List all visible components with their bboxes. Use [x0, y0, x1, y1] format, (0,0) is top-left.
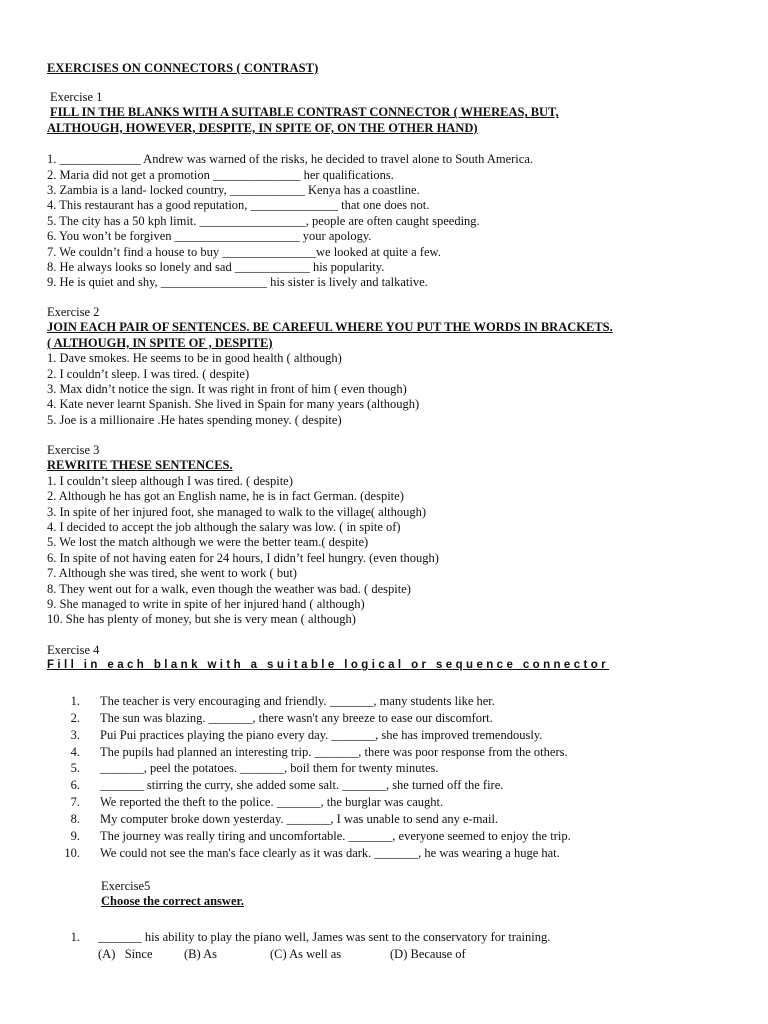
question-text: _______ his ability to play the piano well, James was sent to the conservatory for training.	[98, 930, 551, 944]
item-number: 3.	[70, 727, 80, 742]
exercise-label: Exercise 3	[47, 443, 100, 457]
list-item: 5. The city has a 50 kph limit. _________________, people are often caught speeding.	[47, 213, 480, 228]
item-text: We reported the theft to the police. _______, the burglar was caught.	[100, 795, 444, 810]
item-text: The journey was really tiring and uncomfortable. _______, everyone seemed to enjoy the trip.	[100, 829, 571, 844]
list-item: 4. This restaurant has a good reputation, ______________ that one does not.	[47, 198, 430, 213]
list-item	[47, 710, 747, 727]
exercise-label: Exercise 2	[47, 305, 100, 319]
list-item: 3. Zambia is a land- locked country, ____________ Kenya has a coastline.	[47, 183, 420, 198]
option-c: (C) As well as	[270, 947, 342, 961]
list-item: 4. Kate never learnt Spanish. She lived in Spain for many years (although)	[47, 397, 420, 412]
exercise-2-items	[47, 351, 747, 428]
exercise-4	[47, 643, 747, 862]
question-number: 1.	[70, 930, 80, 944]
option-a: (A) Since	[98, 947, 153, 961]
list-item: 2. I couldn’t sleep. I was tired. ( despite)	[47, 366, 250, 381]
exercise-label: Exercise 1	[50, 90, 103, 104]
item-number: 7.	[70, 795, 80, 810]
item-text: The teacher is very encouraging and friendly. _______, many students like her.	[100, 693, 495, 708]
item-number: 2.	[70, 710, 80, 725]
exercise-heading: Fill in each blank with a suitable logical or sequence connector	[47, 659, 610, 672]
list-item	[47, 794, 747, 811]
question-1	[47, 930, 550, 945]
exercise-1	[47, 90, 747, 291]
list-item: 5. Joe is a millionaire .He hates spending money. ( despite)	[47, 412, 342, 427]
item-number: 5.	[70, 761, 80, 776]
exercise-heading: JOIN EACH PAIR OF SENTENCES. BE CAREFUL WHERE YOU PUT THE WORDS IN BRACKETS.	[47, 320, 613, 335]
exercise-2	[47, 305, 747, 428]
list-item: 9. He is quiet and shy, _________________ his sister is lively and talkative.	[47, 275, 428, 290]
option-b: (B) As	[184, 947, 217, 961]
item-text: _______ stirring the curry, she added some salt. _______, she turned off the fire.	[100, 778, 504, 793]
item-text: The sun was blazing. _______, there wasn't any breeze to ease our discomfort.	[100, 710, 493, 725]
list-item: 7. Although she was tired, she went to work ( but)	[47, 566, 297, 581]
item-text: The pupils had planned an interesting trip. _______, there was poor response from the others.	[100, 744, 568, 759]
list-item: 7. We couldn’t find a house to buy _______________we looked at quite a few.	[47, 244, 441, 259]
list-item: 10. She has plenty of money, but she is very mean ( although)	[47, 612, 356, 627]
page-title: EXERCISES ON CONNECTORS ( CONTRAST)	[47, 61, 319, 75]
list-item: 2. Maria did not get a promotion ______________ her qualifications.	[47, 167, 394, 182]
list-item	[47, 744, 747, 761]
list-item: 6. You won’t be forgiven ____________________ your apology.	[47, 229, 372, 244]
exercise-heading-continued: ( ALTHOUGH, IN SPITE OF , DESPITE)	[47, 335, 273, 350]
list-item: 8. He always looks so lonely and sad ____________ his popularity.	[47, 260, 385, 275]
exercise-5	[101, 879, 244, 910]
list-item	[47, 727, 747, 744]
exercise-label: Exercise 4	[47, 643, 100, 657]
exercise-heading-continued: ALTHOUGH, HOWEVER, DESPITE, IN SPITE OF, ON THE OTHER HAND)	[47, 120, 478, 135]
list-item: 3. In spite of her injured foot, she managed to walk to the village( although)	[47, 504, 427, 519]
item-number: 1.	[70, 693, 80, 708]
item-number: 10.	[64, 845, 80, 860]
list-item	[47, 777, 747, 794]
item-number: 4.	[70, 744, 80, 759]
item-number: 9.	[70, 829, 80, 844]
list-item	[47, 693, 747, 710]
list-item	[47, 828, 747, 845]
item-number: 6.	[70, 778, 80, 793]
list-item	[47, 760, 747, 777]
list-item: 8. They went out for a walk, even though the weather was bad. ( despite)	[47, 581, 411, 596]
exercise-4-items	[47, 693, 747, 862]
list-item: 5. We lost the match although we were the better team.( despite)	[47, 535, 369, 550]
exercise-3	[47, 443, 747, 628]
list-item: 1. _____________ Andrew was warned of the risks, he decided to travel alone to South America.	[47, 152, 533, 167]
item-text: _______, peel the potatoes. _______, boil them for twenty minutes.	[100, 761, 439, 776]
list-item: 2. Although he has got an English name, he is in fact German. (despite)	[47, 489, 404, 504]
option-d: (D) Because of	[390, 947, 466, 961]
answer-options	[98, 947, 466, 962]
list-item	[47, 845, 747, 862]
exercise-3-items	[47, 474, 747, 628]
exercise-1-items	[47, 152, 747, 291]
item-text: Pui Pui practices playing the piano every day. _______, she has improved tremendously.	[100, 727, 543, 742]
exercise-heading: FILL IN THE BLANKS WITH A SUITABLE CONTRAST CONNECTOR ( WHEREAS, BUT,	[50, 105, 559, 120]
item-text: We could not see the man's face clearly as it was dark. _______, he was wearing a huge hat.	[100, 845, 560, 860]
exercise-heading: REWRITE THESE SENTENCES.	[47, 458, 233, 473]
list-item: 6. In spite of not having eaten for 24 hours, I didn’t feel hungry. (even though)	[47, 550, 439, 565]
list-item: 1. I couldn’t sleep although I was tired. ( despite)	[47, 473, 293, 488]
list-item: 4. I decided to accept the job although the salary was low. ( in spite of)	[47, 520, 401, 535]
list-item	[47, 811, 747, 828]
exercise-heading: Choose the correct answer.	[101, 894, 245, 909]
list-item: 1. Dave smokes. He seems to be in good health ( although)	[47, 351, 342, 366]
exercise-label: Exercise5	[101, 879, 151, 893]
item-number: 8.	[70, 812, 80, 827]
list-item: 3. Max didn’t notice the sign. It was right in front of him ( even though)	[47, 382, 407, 397]
item-text: My computer broke down yesterday. _______, I was unable to send any e-mail.	[100, 812, 499, 827]
list-item: 9. She managed to write in spite of her injured hand ( although)	[47, 597, 365, 612]
